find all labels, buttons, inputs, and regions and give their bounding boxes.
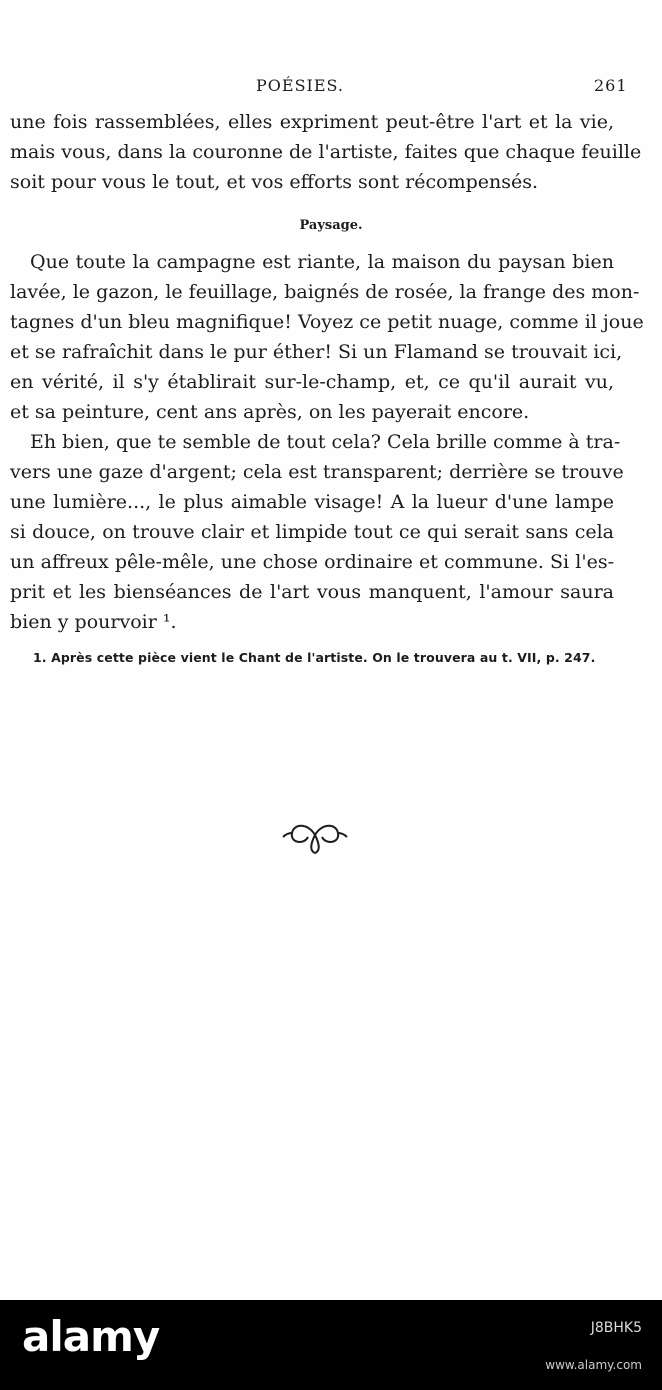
text-line: vers une gaze d'argent; cela est transparent; derrière se trouve — [10, 461, 624, 483]
text-line: prit et les bienséances de l'art vous manquent, l'amour saura — [10, 581, 614, 603]
text-line: soit pour vous le tout, et vos efforts sont récompensés. — [10, 171, 539, 193]
text-line: un affreux pêle-mêle, une chose ordinaire et commune. Si l'es- — [10, 551, 614, 573]
text-line: Eh bien, que te semble de tout cela? Cela brille comme à tra- — [30, 431, 621, 453]
text-line: en vérité, il s'y établirait sur-le-champ, et, ce qu'il aurait vu, — [10, 371, 614, 393]
text-line: mais vous, dans la couronne de l'artiste, faites que chaque feuille — [10, 141, 642, 163]
text-line: une fois rassemblées, elles expriment peut-être l'art et la vie, — [10, 111, 614, 133]
watermark-bar — [0, 1300, 662, 1390]
text-line: et sa peinture, cent ans après, on les payerait encore. — [10, 401, 530, 423]
watermark-image-id: J8BHK5 — [590, 1320, 642, 1336]
text-line: Que toute la campagne est riante, la maison du paysan bien — [30, 251, 614, 273]
text-line: et se rafraîchit dans le pur éther! Si un Flamand se trouvait ici, — [10, 341, 623, 363]
fleuron-ornament-icon — [280, 815, 350, 855]
watermark-url: www.alamy.com — [545, 1358, 642, 1372]
text-line: lavée, le gazon, le feuillage, baignés de rosée, la frange des mon- — [10, 281, 640, 303]
text-line: bien y pourvoir ¹. — [10, 611, 177, 633]
section-title: Paysage. — [299, 218, 363, 233]
text-line: tagnes d'un bleu magnifique! Voyez ce petit nuage, comme il joue — [10, 311, 644, 333]
text-line: si douce, on trouve clair et limpide tout ce qui serait sans cela — [10, 521, 614, 543]
running-head — [0, 76, 662, 98]
running-title: POÉSIES. — [256, 76, 344, 95]
footnote: 1. Après cette pièce vient le Chant de l'artiste. On le trouvera au t. VII, p. 247. — [33, 650, 596, 665]
page-number: 261 — [594, 76, 628, 95]
watermark-brand: alamy — [22, 1312, 160, 1361]
text-line: une lumière..., le plus aimable visage! A la lueur d'une lampe — [10, 491, 614, 513]
